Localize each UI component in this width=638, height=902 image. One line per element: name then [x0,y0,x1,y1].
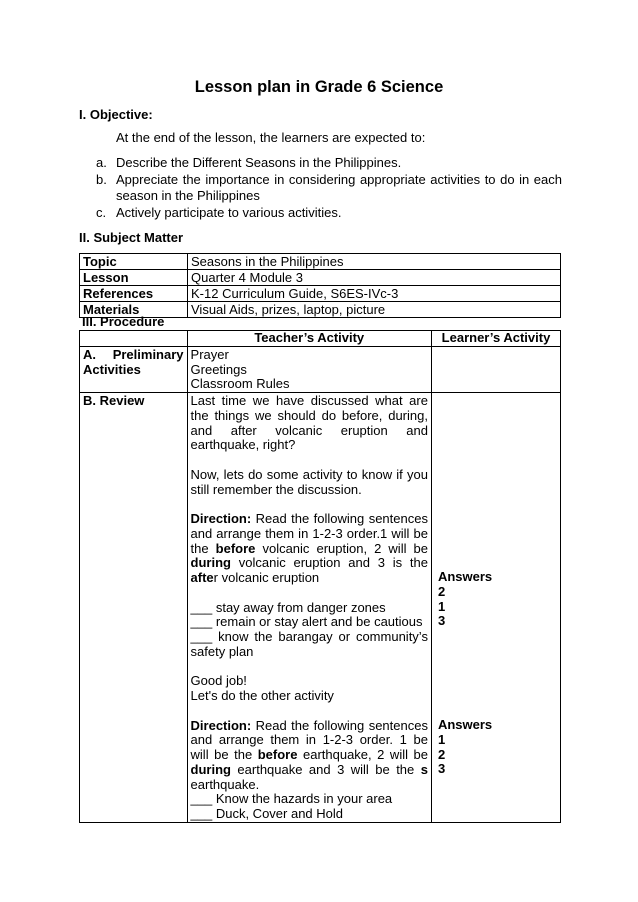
objective-item: a. Describe the Different Seasons in the Philippines. [96,155,402,170]
table-row [80,393,561,823]
review-content: Last time we have discussed what are the things we should do before, during, and after volcanic eruption and earthquake, right? Now, lets do some activity to know if you still remember the discussion. Direction: Read the following sentences and arrange them in 1-2-3 order.1 will be the before volcanic eruption, 2 will be during volcanic eruption and 3 is the after volcanic eruption ___ stay away from danger zones ___ remain or stay alert and be cautious ___ know the barangay or community’s safety plan Good job! Let's do the other activity Direction: Read the following sentences and arrange them in 1-2-3 order. 1 be will be the before earthquake, 2 will be during earthquake and 3 will be the s earthquake. ___ Know the hazards in your area ___ Duck, Cover and Hold [187,393,431,823]
review-answers: Answers 2 1 3 Answers 1 2 3 [431,393,560,823]
subject-matter-table [79,253,561,318]
review-label: B. Review [80,393,188,823]
list-item: ___ Duck, Cover and Hold [190,806,344,821]
list-item: ___ Know the hazards in your area [190,791,393,807]
answers-label: Answers [437,717,493,732]
answers-label: Answers [437,569,493,584]
list-item: ___ remain or stay alert and be cautious [190,614,423,630]
topic-value: Seasons in the Philippines [188,254,561,270]
page-title: Lesson plan in Grade 6 Science [194,78,444,96]
procedure-table [79,330,561,823]
objective-item: c. Actively participate to various activities. [96,204,342,220]
lesson-key: Lesson [80,270,188,286]
objective-list [96,155,562,221]
preliminary-content: Prayer Greetings Classroom Rules [187,346,431,392]
references-value: K-12 Curriculum Guide, S6ES-IVc-3 [188,286,561,302]
teacher-activity-header: Teacher’s Activity [187,331,431,347]
references-key: References [80,286,188,302]
procedure-heading: III. Procedure [82,314,165,329]
table-row [80,286,561,302]
direction-2: Direction: Read the following sentences and arrange them in 1-2-3 order. 1 be will be the before earthquake, 2 will be during earthquake and 3 will be the s earthquake. [190,717,428,792]
objective-heading: I. Objective: [79,107,153,122]
list-item: ___ know the barangay or community’s safety plan [190,629,428,659]
preliminary-label: A. Preliminary Activities [80,346,188,392]
objective-item: b. Appreciate the importance in considering appropriate activities to do in each season in the Philippines [96,171,562,203]
direction-1: Direction: Read the following sentences and arrange them in 1-2-3 order.1 will be the before volcanic eruption, 2 will be during volcanic eruption and 3 is the after volcanic eruption [190,511,428,585]
materials-key: Materials [80,302,188,318]
table-header-row [80,331,561,347]
topic-key: Topic [80,254,188,270]
lesson-value: Quarter 4 Module 3 [188,270,561,286]
subject-matter-heading: II. Subject Matter [79,230,184,245]
table-row [80,254,561,270]
learner-activity-header: Learner’s Activity [431,331,560,347]
table-row [80,270,561,286]
objective-intro: At the end of the lesson, the learners are expected to: [116,130,426,145]
table-row [80,346,561,392]
list-item: ___ stay away from danger zones [190,599,386,615]
materials-value: Visual Aids, prizes, laptop, picture [188,302,561,318]
